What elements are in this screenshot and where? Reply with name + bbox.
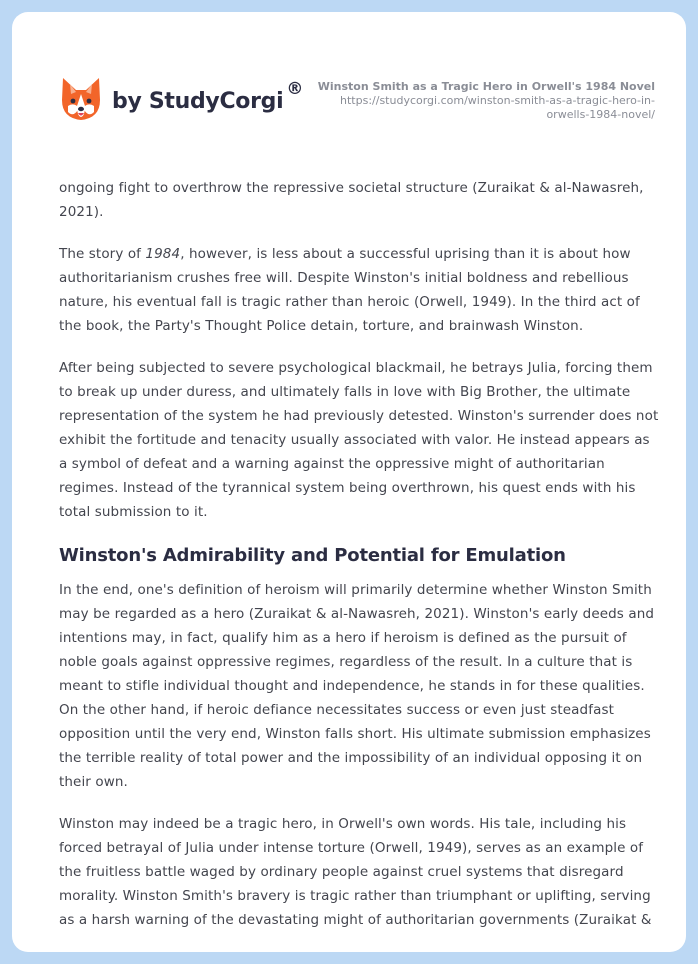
- paragraph-2-start: The story of: [59, 246, 146, 262]
- document-title: Winston Smith as a Tragic Hero in Orwell's 1984 Novel: [317, 80, 655, 93]
- document-url[interactable]: [315, 94, 655, 122]
- document-meta: [315, 80, 655, 122]
- registered-mark: ®: [286, 79, 304, 99]
- corgi-logo-icon: [60, 76, 102, 122]
- paragraph-2-rest: , however, is less about a successful uprising than it is about how authoritarianism crushes free will. Despite Winston's initial boldness and rebellious nature, his eventual fall is tragic rather than heroic (Orwell, 1949). In the third act of the book, the Party's Thought Police detain, torture, and brainwash Winston.: [59, 246, 640, 334]
- paragraph-2: [59, 242, 659, 338]
- document-url-line-2[interactable]: orwells-1984-novel/: [546, 108, 655, 121]
- document-page: [12, 12, 686, 952]
- paragraph-5: Winston may indeed be a tragic hero, in Orwell's own words. His tale, including his forced betrayal of Julia under intense torture (Orwell, 1949), serves as an example of the fruitless battle waged by ordinary people against cruel systems that disregard morality. Winston Smith's bravery is tragic rather than triumphant or uplifting, serving as a harsh warning of the devastating might of authoritarian governments (Zuraikat &: [59, 816, 652, 928]
- logo-wordmark: by StudyCorgi: [112, 88, 284, 114]
- section-heading: Winston's Admirability and Potential for Emulation: [59, 545, 566, 566]
- paragraph-4: In the end, one's definition of heroism will primarily determine whether Winston Smith may be regarded as a hero (Zuraikat & al-Nawasreh, 2021). Winston's early deeds and intentions may, in fact, qualify him as a hero if heroism is defined as the pursuit of noble goals against oppressive regimes, regardless of the result. In a culture that is meant to stifle individual thought and independence, he stands in for these qualities. On the other hand, if heroic defiance necessitates success or even just steadfast opposition until the very end, Winston falls short. His ultimate submission emphasizes the terrible reality of total power and the impossibility of an individual opposing it on their own.: [59, 582, 655, 790]
- paragraph-1: ongoing fight to overthrow the repressive societal structure (Zuraikat & al-Nawasreh, 2021).: [59, 180, 644, 220]
- paragraph-3: After being subjected to severe psychological blackmail, he betrays Julia, forcing them to break up under duress, and ultimately falls in love with Big Brother, the ultimate representation of the system he had previously detested. Winston's surrender does not exhibit the fortitude and tenacity usually associated with valor. He instead appears as a symbol of defeat and a warning against the oppressive might of authoritarian regimes. Instead of the tyrannical system being overthrown, his quest ends with his total submission to it.: [59, 360, 659, 520]
- document-url-line-1[interactable]: https://studycorgi.com/winston-smith-as-a-tragic-hero-in-: [340, 94, 655, 107]
- document-body: [59, 176, 659, 950]
- book-title-italic: 1984: [145, 246, 181, 262]
- document-header: [12, 12, 686, 162]
- studycorgi-logo[interactable]: [60, 76, 303, 122]
